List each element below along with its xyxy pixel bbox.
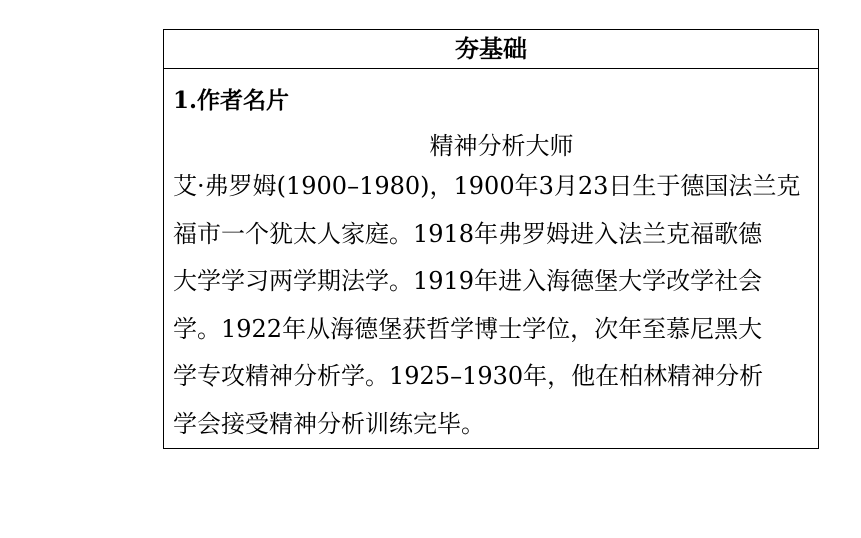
content-box (163, 29, 819, 449)
paragraph-line: 学专攻精神分析学。1925–1930年，他在柏林精神分析 (173, 362, 764, 390)
box-header: 夯基础 (164, 30, 818, 69)
paragraph-line: 艾·弗罗姆(1900–1980)，1900年3月23日生于德国法兰克 (173, 172, 801, 200)
paragraph-line: 福市一个犹太人家庭。1918年弗罗姆进入法兰克福歌德 (173, 219, 763, 248)
section-title: 1.作者名片 (173, 87, 290, 114)
subtitle: 精神分析大师 (429, 132, 574, 160)
paragraph-line: 学会接受精神分析训练完毕。 (173, 409, 485, 438)
box-body (164, 86, 818, 448)
biography-paragraph (173, 163, 810, 448)
paragraph-line: 学。1922年从海德堡获哲学博士学位，次年至慕尼黑大 (173, 314, 763, 343)
paragraph-line: 大学学习两学期法学。1919年进入海德堡大学改学社会 (173, 267, 763, 295)
